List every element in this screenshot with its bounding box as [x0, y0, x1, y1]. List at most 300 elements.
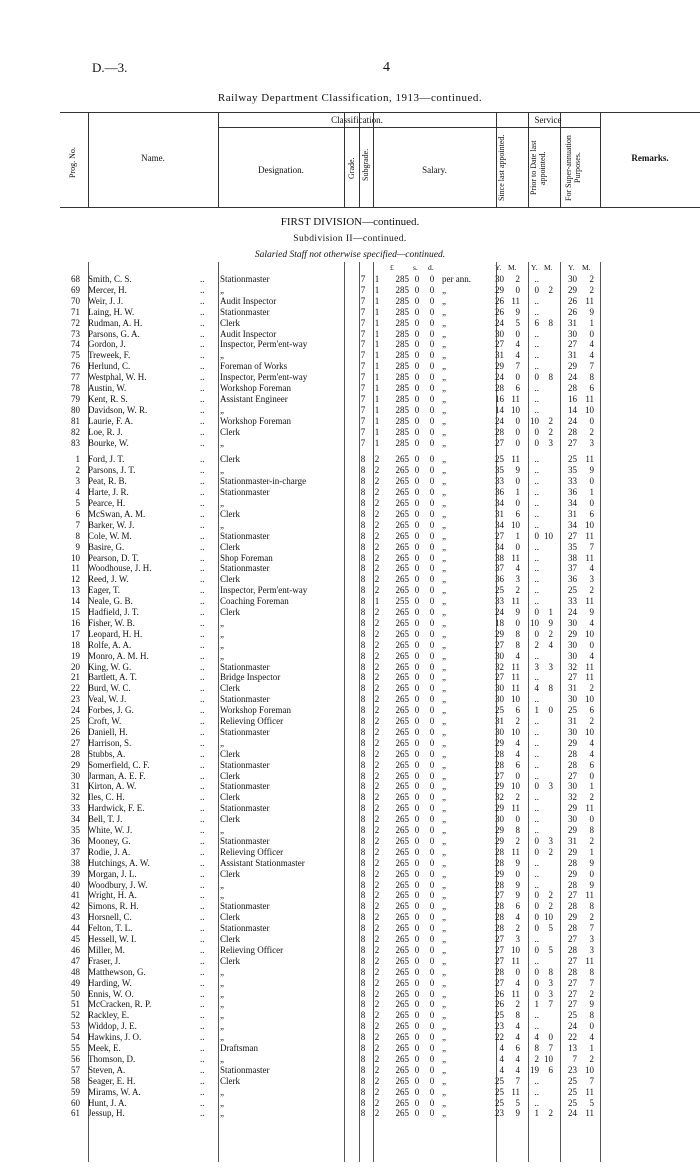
salary-shillings: 0 [414, 519, 420, 530]
prog-no: 52 [71, 1010, 80, 1021]
prior-years: 0 [534, 607, 539, 617]
grade: 8 [360, 1097, 366, 1108]
salary-period: „ [442, 879, 446, 890]
prior-months: 2 [548, 890, 553, 901]
salary-period: „ [442, 541, 446, 552]
designation: „ [220, 650, 224, 661]
salary-pounds: 265 [395, 868, 409, 879]
prior-months: 7 [548, 999, 553, 1010]
designation: „ [220, 825, 224, 835]
salary-pence: 0 [429, 748, 435, 759]
salary-pence: 0 [429, 596, 435, 607]
document-reference: D.—3. [92, 60, 128, 75]
salary-shillings: 0 [414, 1075, 420, 1086]
prog-no: 47 [71, 955, 80, 966]
table-row [0, 285, 700, 296]
since-last-months: 11 [511, 454, 520, 465]
super-months: 10 [585, 694, 594, 705]
table-row [0, 454, 700, 465]
salary-shillings: 0 [414, 350, 420, 361]
prior-years: 0 [534, 437, 539, 448]
salary-pence: 0 [429, 672, 435, 683]
salary-period: „ [442, 955, 446, 966]
since-last-years: 14 [495, 404, 504, 415]
prog-no: 18 [71, 639, 80, 650]
since-last-years: 27 [495, 672, 504, 683]
table-row [0, 585, 700, 596]
since-last-years: 27 [495, 934, 504, 944]
salary-period: „ [442, 1010, 446, 1021]
salary-pounds: 265 [395, 803, 409, 814]
leader-dots: .. [200, 574, 205, 585]
table-row [0, 394, 700, 405]
subgrade: 2 [374, 988, 380, 999]
since-last-months: 7 [515, 1075, 520, 1086]
salary-period: „ [442, 552, 446, 563]
super-years: 28 [568, 857, 577, 868]
salary-shillings: 0 [414, 339, 420, 350]
staff-name: Felton, T. L. [88, 923, 133, 934]
super-years: 27 [568, 672, 577, 683]
table-row [0, 307, 700, 318]
salary-pounds: 285 [395, 274, 409, 284]
salary-shillings: 0 [414, 574, 420, 585]
salary-period: „ [442, 825, 446, 835]
grade: 8 [360, 977, 366, 988]
prog-no: 46 [71, 944, 80, 955]
prog-no: 22 [71, 683, 80, 694]
since-last-years: 28 [495, 857, 504, 868]
salary-pence: 0 [429, 999, 435, 1010]
prog-no: 57 [71, 1064, 80, 1075]
super-months: 2 [589, 426, 594, 437]
leader-dots: .. [200, 955, 205, 966]
prior-years: .. [534, 295, 539, 306]
prior-months: 3 [548, 835, 553, 846]
designation: Stationmaster [220, 563, 270, 574]
salary-period: „ [442, 705, 446, 716]
since-last-years: 26 [495, 306, 504, 317]
prior-months: 3 [548, 661, 553, 672]
prog-no: 80 [71, 404, 80, 415]
salary-period: „ [442, 617, 446, 628]
prog-no: 27 [71, 737, 80, 748]
salary-pence: 0 [429, 814, 435, 825]
prior-years: .. [534, 814, 539, 825]
salary-pence: 0 [429, 585, 435, 596]
leader-dots: .. [200, 770, 205, 781]
grade: 8 [360, 541, 366, 552]
prior-months: 3 [548, 977, 553, 988]
prog-no: 34 [71, 814, 80, 825]
leader-dots: .. [200, 552, 205, 563]
table-row [0, 694, 700, 705]
super-months: 4 [589, 748, 594, 759]
since-last-months: 4 [515, 912, 520, 923]
since-last-years: 25 [495, 1010, 504, 1021]
table-row [0, 662, 700, 673]
salary-period: „ [442, 530, 446, 541]
salary-pounds: 265 [395, 465, 409, 476]
salary-shillings: 0 [414, 596, 420, 607]
super-months: 11 [585, 552, 594, 563]
super-years: 29 [568, 912, 577, 923]
super-months: 11 [585, 393, 594, 404]
since-last-months: 4 [515, 350, 520, 361]
since-last-years: 4 [499, 1064, 504, 1075]
prog-no: 60 [71, 1097, 80, 1108]
super-years: 24 [568, 607, 577, 617]
table-row [0, 329, 700, 340]
staff-name: Weir, J. J. [88, 295, 124, 306]
super-months: 7 [589, 1075, 594, 1086]
salary-pounds: 265 [395, 923, 409, 934]
prior-years: .. [534, 519, 539, 530]
subgrade: 2 [374, 552, 380, 563]
salary-period: „ [442, 306, 446, 317]
unit-m-3: M. [582, 263, 591, 272]
salary-shillings: 0 [414, 977, 420, 988]
subgrade: 1 [374, 317, 380, 328]
col-prog-no: Prog. No. [68, 147, 77, 179]
prior-years: .. [534, 393, 539, 404]
salary-pence: 0 [429, 541, 435, 552]
leader-dots: .. [200, 628, 205, 639]
salary-shillings: 0 [414, 835, 420, 846]
prior-years: 19 [530, 1064, 539, 1075]
since-last-years: 28 [495, 912, 504, 923]
table-row [0, 814, 700, 825]
salary-shillings: 0 [414, 617, 420, 628]
designation: Coaching Foreman [220, 596, 289, 607]
prior-months: 2 [548, 846, 553, 857]
since-last-years: 24 [495, 415, 504, 426]
salary-shillings: 0 [414, 814, 420, 825]
salary-pence: 0 [429, 393, 435, 404]
super-years: 36 [568, 574, 577, 585]
staff-name: Rudman, A. H. [88, 317, 143, 328]
salary-period: „ [442, 770, 446, 781]
table-row [0, 416, 700, 427]
leader-dots: .. [200, 977, 205, 988]
salary-period: „ [442, 781, 446, 792]
designation: Clerk [220, 454, 240, 465]
salary-period: „ [442, 857, 446, 868]
since-last-months: 0 [515, 284, 520, 295]
super-years: 37 [568, 563, 577, 574]
staff-name: Pearce, H. [88, 498, 126, 508]
prog-no: 39 [71, 868, 80, 879]
grade: 8 [360, 607, 366, 617]
designation: „ [220, 1097, 224, 1108]
prog-no: 32 [71, 792, 80, 803]
subgrade: 2 [374, 508, 380, 519]
salary-pounds: 265 [395, 607, 409, 617]
super-years: 30 [568, 639, 577, 650]
salary-pounds: 265 [395, 737, 409, 748]
super-years: 27 [568, 339, 577, 350]
prog-no: 69 [71, 284, 80, 295]
subgrade: 2 [374, 705, 380, 716]
super-months: 2 [589, 912, 594, 923]
leader-dots: .. [200, 944, 205, 955]
staff-name: Somerfield, C. F. [88, 759, 150, 770]
salary-shillings: 0 [414, 585, 420, 596]
salary-shillings: 0 [414, 803, 420, 814]
unit-s: s. [413, 263, 418, 272]
salary-pounds: 265 [395, 748, 409, 759]
designation: „ [220, 465, 224, 476]
salary-pounds: 265 [395, 563, 409, 574]
super-months: 11 [585, 890, 594, 901]
salary-pence: 0 [429, 383, 435, 393]
since-last-months: 0 [515, 770, 520, 781]
since-last-months: 6 [515, 705, 520, 716]
salary-pounds: 265 [395, 781, 409, 792]
salary-shillings: 0 [414, 498, 420, 508]
designation: Stationmaster-in-charge [220, 476, 307, 487]
leader-dots: .. [200, 415, 205, 426]
prog-no: 49 [71, 977, 80, 988]
designation: Stationmaster [220, 661, 270, 672]
prog-no: 21 [71, 672, 80, 683]
designation: Audit Inspector [220, 328, 277, 339]
salary-shillings: 0 [414, 748, 420, 759]
designation: Inspector, Perm'ent-way [220, 339, 308, 350]
since-last-months: 6 [515, 383, 520, 393]
since-last-years: 27 [495, 339, 504, 350]
prior-years: 2 [534, 639, 539, 650]
staff-name: Widdop, J. E. [88, 1021, 137, 1032]
salary-pence: 0 [429, 825, 435, 835]
leader-dots: .. [200, 1010, 205, 1021]
grade: 7 [360, 404, 366, 415]
salary-shillings: 0 [414, 683, 420, 694]
salary-pounds: 265 [395, 552, 409, 563]
subgrade: 2 [374, 672, 380, 683]
staff-name: Loe, R. J. [88, 426, 123, 437]
designation: „ [220, 737, 224, 748]
since-last-years: 25 [495, 705, 504, 716]
since-last-years: 29 [495, 835, 504, 846]
leader-dots: .. [200, 639, 205, 650]
grade: 8 [360, 716, 366, 726]
prog-no: 54 [71, 1032, 80, 1043]
salary-pounds: 265 [395, 999, 409, 1010]
table-row [0, 683, 700, 694]
since-last-months: 11 [511, 393, 520, 404]
salary-period: „ [442, 934, 446, 944]
salary-pence: 0 [429, 339, 435, 350]
salary-shillings: 0 [414, 306, 420, 317]
prior-years: .. [534, 465, 539, 476]
since-last-years: 29 [495, 284, 504, 295]
prior-years: .. [534, 737, 539, 748]
salary-pounds: 285 [395, 306, 409, 317]
salary-shillings: 0 [414, 383, 420, 393]
salary-pence: 0 [429, 835, 435, 846]
grade: 8 [360, 835, 366, 846]
salary-period: „ [442, 585, 446, 596]
salary-pounds: 265 [395, 487, 409, 498]
salary-pounds: 265 [395, 1021, 409, 1032]
staff-name: Hawkins, J. O. [88, 1032, 142, 1043]
prior-years: 0 [534, 835, 539, 846]
salary-shillings: 0 [414, 607, 420, 617]
salary-pounds: 285 [395, 361, 409, 372]
since-last-years: 30 [495, 650, 504, 661]
leader-dots: .. [200, 295, 205, 306]
salary-pounds: 265 [395, 726, 409, 737]
table-row [0, 1054, 700, 1065]
prior-months: 5 [548, 944, 553, 955]
table-row [0, 945, 700, 956]
table-row [0, 1076, 700, 1087]
since-last-months: 0 [515, 437, 520, 448]
leader-dots: .. [200, 879, 205, 890]
table-row [0, 912, 700, 923]
grade: 8 [360, 1086, 366, 1097]
since-last-months: 0 [515, 868, 520, 879]
since-last-years: 27 [495, 437, 504, 448]
salary-pounds: 265 [395, 672, 409, 683]
staff-name: Treweek, F. [88, 350, 131, 361]
salary-period: „ [442, 465, 446, 476]
salary-pence: 0 [429, 650, 435, 661]
grade: 8 [360, 530, 366, 541]
since-last-years: 37 [495, 563, 504, 574]
subgrade: 1 [374, 274, 380, 284]
salary-pence: 0 [429, 977, 435, 988]
designation: Clerk [220, 770, 240, 781]
super-months: 4 [589, 339, 594, 350]
since-last-years: 34 [495, 498, 504, 508]
prior-years: .. [534, 339, 539, 350]
since-last-years: 25 [495, 1086, 504, 1097]
super-months: 11 [585, 596, 594, 607]
super-months: 7 [589, 923, 594, 934]
prog-no: 73 [71, 328, 80, 339]
super-years: 27 [568, 934, 577, 944]
salary-pence: 0 [429, 617, 435, 628]
table-row [0, 1065, 700, 1076]
prior-years: .. [534, 328, 539, 339]
super-years: 28 [568, 923, 577, 934]
prog-no: 43 [71, 912, 80, 923]
salary-shillings: 0 [414, 737, 420, 748]
staff-name: Iles, C. H. [88, 792, 125, 803]
grade: 8 [360, 759, 366, 770]
designation: „ [220, 1010, 224, 1021]
since-last-months: 0 [515, 617, 520, 628]
prog-no: 28 [71, 748, 80, 759]
designation: „ [220, 498, 224, 508]
subgrade: 2 [374, 487, 380, 498]
grade: 8 [360, 1043, 366, 1053]
super-months: 7 [589, 977, 594, 988]
col-salary: Salary. [422, 165, 447, 175]
prior-years: 3 [534, 661, 539, 672]
since-last-months: 9 [515, 306, 520, 317]
salary-period: „ [442, 563, 446, 574]
designation: Stationmaster [220, 487, 270, 498]
grade: 8 [360, 825, 366, 835]
prog-no: 44 [71, 923, 80, 934]
salary-pence: 0 [429, 944, 435, 955]
super-years: 31 [568, 317, 577, 328]
salary-shillings: 0 [414, 955, 420, 966]
prior-years: .. [534, 934, 539, 944]
salary-period: „ [442, 792, 446, 803]
salary-pence: 0 [429, 426, 435, 437]
super-months: 2 [589, 988, 594, 999]
super-years: 24 [568, 1108, 577, 1119]
super-months: 6 [589, 705, 594, 716]
super-months: 2 [589, 585, 594, 596]
salary-period: „ [442, 454, 446, 465]
designation: Stationmaster [220, 759, 270, 770]
prog-no: 72 [71, 317, 80, 328]
grade: 8 [360, 988, 366, 999]
prog-no: 36 [71, 835, 80, 846]
staff-name: Westphal, W. H. [88, 372, 147, 383]
table-row [0, 923, 700, 934]
salary-pounds: 255 [395, 596, 409, 607]
leader-dots: .. [200, 454, 205, 465]
table-row [0, 296, 700, 307]
subgrade: 1 [374, 361, 380, 372]
prior-years: .. [534, 825, 539, 835]
subgrade: 2 [374, 1032, 380, 1043]
salary-shillings: 0 [414, 759, 420, 770]
designation: „ [220, 350, 224, 361]
salary-pounds: 265 [395, 944, 409, 955]
salary-pence: 0 [429, 923, 435, 934]
salary-pounds: 265 [395, 966, 409, 977]
table-row [0, 781, 700, 792]
salary-pence: 0 [429, 846, 435, 857]
since-last-years: 27 [495, 639, 504, 650]
designation: Stationmaster [220, 530, 270, 541]
salary-pounds: 265 [395, 857, 409, 868]
table-row [0, 1108, 700, 1119]
subgrade: 2 [374, 519, 380, 530]
prior-years: .. [534, 487, 539, 498]
since-last-months: 0 [515, 541, 520, 552]
designation: Stationmaster [220, 726, 270, 737]
since-last-months: 11 [511, 295, 520, 306]
since-last-months: 0 [515, 372, 520, 383]
leader-dots: .. [200, 672, 205, 683]
table-row [0, 438, 700, 449]
subgrade: 2 [374, 1086, 380, 1097]
prior-years: .. [534, 694, 539, 705]
prog-no: 40 [71, 879, 80, 890]
grade: 8 [360, 846, 366, 857]
since-last-years: 24 [495, 317, 504, 328]
grade: 8 [360, 803, 366, 814]
salary-pounds: 265 [395, 1053, 409, 1064]
table-row [0, 989, 700, 1000]
subgrade: 2 [374, 868, 380, 879]
super-months: 10 [585, 404, 594, 415]
since-last-months: 4 [515, 748, 520, 759]
salary-period: „ [442, 977, 446, 988]
staff-name: Hutchings, A. W. [88, 857, 150, 868]
table-row [0, 956, 700, 967]
since-last-years: 28 [495, 759, 504, 770]
prior-years: 0 [534, 781, 539, 792]
